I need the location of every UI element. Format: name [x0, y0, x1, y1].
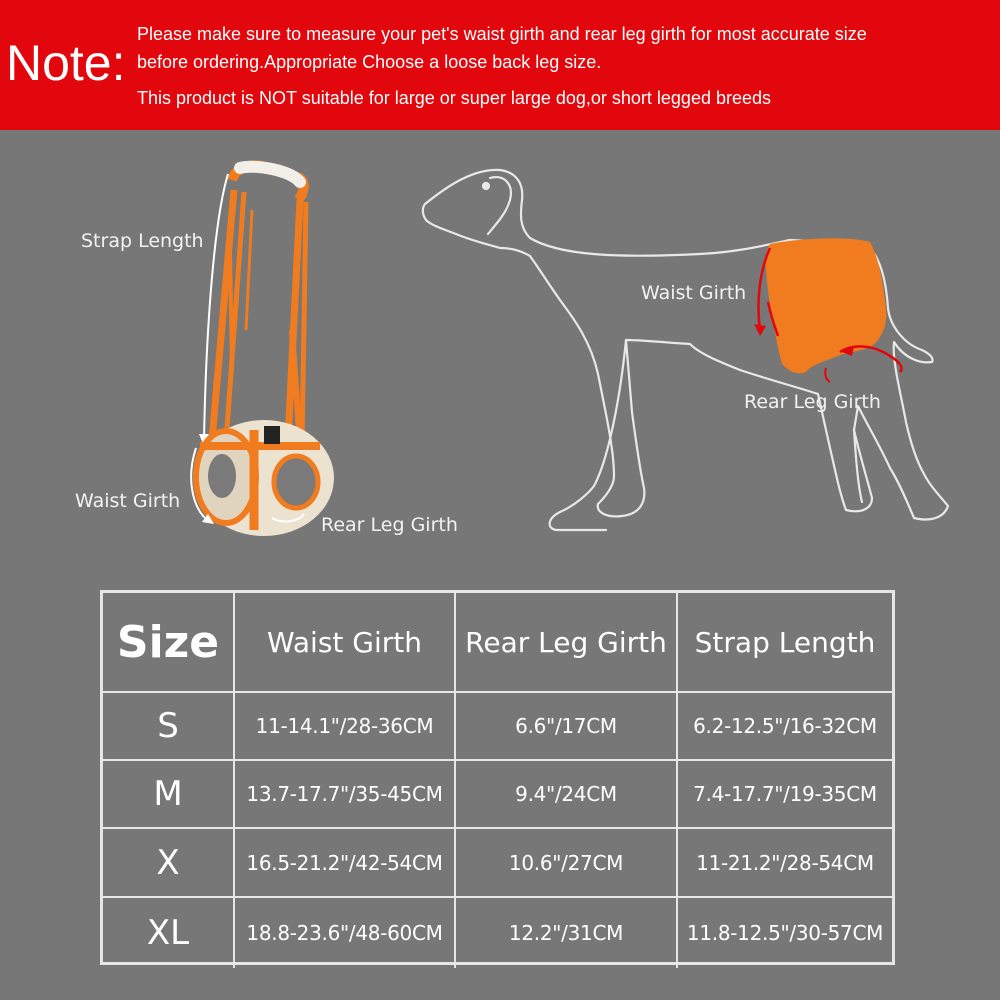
header-strap-length: Strap Length [678, 593, 892, 693]
waist-girth-value: 18.8-23.6"/48-60CM [235, 898, 456, 968]
waist-girth-value: 13.7-17.7"/35-45CM [235, 761, 456, 829]
header-rear-leg-girth: Rear Leg Girth [456, 593, 678, 693]
dog-waist-girth-label: Waist Girth [641, 282, 747, 304]
strap-length-value: 6.2-12.5"/16-32CM [678, 693, 892, 761]
rear-leg-girth-value: 6.6"/17CM [456, 693, 678, 761]
note-line-2: before ordering.Appropriate Choose a loose back leg size. [137, 52, 602, 72]
harness-image [191, 165, 334, 536]
note-label: Note: [6, 35, 126, 91]
harness-strap-length-label: Strap Length [81, 230, 204, 252]
header-size: Size [103, 593, 235, 693]
dog-outline-image [423, 170, 948, 530]
rear-leg-girth-value: 10.6"/27CM [456, 829, 678, 898]
illustration-area [0, 130, 1000, 580]
rear-leg-girth-value: 12.2"/31CM [456, 898, 678, 968]
harness-waist-girth-label: Waist Girth [75, 490, 181, 512]
size-label: M [103, 761, 235, 829]
note-line-3: This product is NOT suitable for large or super large dog,or short legged breeds [137, 88, 771, 108]
note-line-1: Please make sure to measure your pet's waist girth and rear leg girth for most accurate size [137, 24, 867, 44]
strap-length-value: 7.4-17.7"/19-35CM [678, 761, 892, 829]
illustration-graphic [0, 130, 1000, 580]
waist-girth-value: 11-14.1"/28-36CM [235, 693, 456, 761]
size-label: X [103, 829, 235, 898]
dog-rear-leg-girth-label: Rear Leg Girth [744, 391, 881, 413]
rear-leg-girth-value: 9.4"/24CM [456, 761, 678, 829]
strap-length-value: 11.8-12.5"/30-57CM [686, 921, 884, 945]
size-label: XL [103, 898, 235, 968]
waist-girth-value: 16.5-21.2"/42-54CM [235, 829, 456, 898]
size-label: S [103, 693, 235, 761]
harness-rear-leg-girth-label: Rear Leg Girth [321, 514, 458, 536]
dog-harness-wrap [754, 238, 902, 382]
note-banner [0, 0, 1000, 130]
size-chart-table [100, 590, 895, 965]
header-waist-girth: Waist Girth [235, 593, 456, 693]
strap-length-value: 11-21.2"/28-54CM [678, 829, 892, 898]
